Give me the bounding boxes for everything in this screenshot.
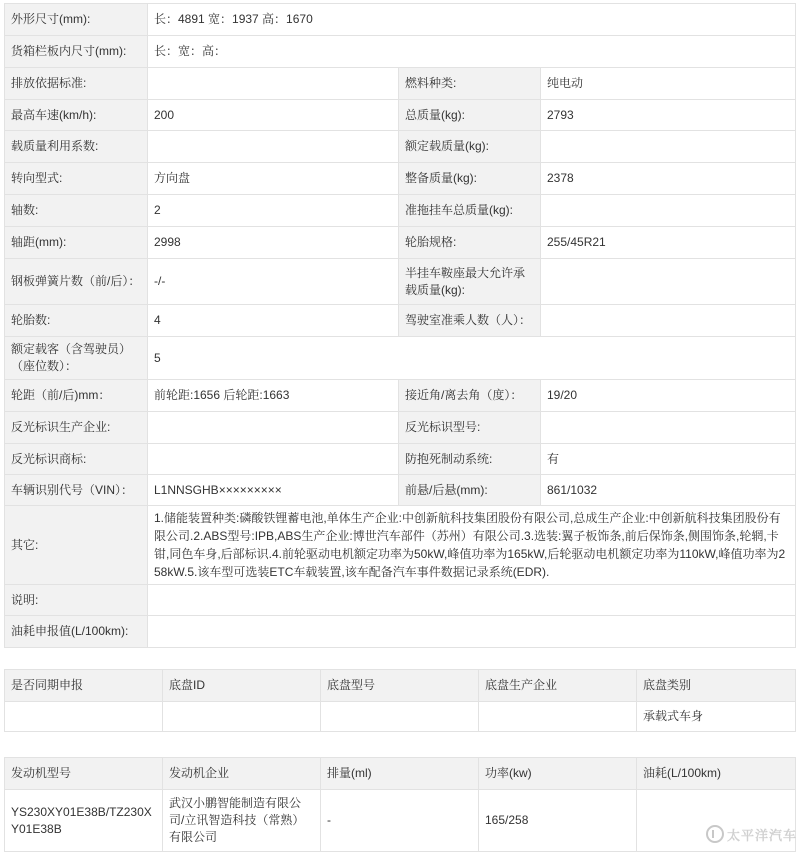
spec-label: 反光标识型号: [399,412,541,444]
spec-value [541,259,796,305]
spec-label: 转向型式: [5,163,148,195]
spec-label: 轮胎规格: [399,227,541,259]
spec-row-seats [5,337,796,380]
spec-value: 2998 [148,227,399,259]
spec-value: 2793 [541,100,796,131]
spec-value [541,131,796,163]
spec-value [148,616,796,648]
vin-value: L1NNSGHB××××××××× [148,475,399,506]
spec-label: 其它: [5,506,148,585]
table-cell: 承载式车身 [637,702,796,732]
spec-label: 轴距(mm): [5,227,148,259]
spec-value [148,585,796,616]
spec-row [5,380,796,412]
spec-value: 200 [148,100,399,131]
table-cell: 165/258 [479,790,637,852]
spec-label: 外形尺寸(mm): [5,4,148,36]
spec-row-description [5,585,796,616]
spec-label: 载质量利用系数: [5,131,148,163]
spec-value: 长：4891 宽：1937 高：1670 [148,4,796,36]
spec-label: 燃料种类: [399,68,541,100]
table-cell: 武汉小鹏智能制造有限公司/立讯智造科技（常熟）有限公司 [163,790,321,852]
vehicle-spec-table [4,3,796,648]
spec-value [541,412,796,444]
spec-label: 最高车速(km/h): [5,100,148,131]
spec-value: 2 [148,195,399,227]
spec-value [148,68,399,100]
spec-row-cargo-box [5,36,796,68]
engine-table [4,757,796,852]
spec-value: 长：宽：高： [148,36,796,68]
spec-row [5,259,796,305]
spec-value: 纯电动 [541,68,796,100]
spec-value [541,195,796,227]
spec-label: 额定载质量(kg): [399,131,541,163]
spec-row [5,412,796,444]
spec-label: 反光标识商标: [5,444,148,475]
spec-value: -/- [148,259,399,305]
spec-label: 准拖挂车总质量(kg): [399,195,541,227]
table-row [5,702,796,732]
spec-value: 方向盘 [148,163,399,195]
spec-row [5,444,796,475]
spec-row-fuel [5,616,796,648]
spec-value: 5 [148,337,796,380]
column-header: 底盘生产企业 [479,670,637,702]
spec-label: 轴数: [5,195,148,227]
spec-label: 轮胎数: [5,305,148,337]
spec-label: 轮距（前/后)mm： [5,380,148,412]
spec-value: 4 [148,305,399,337]
spec-label: 货箱栏板内尺寸(mm): [5,36,148,68]
column-header: 功率(kw) [479,758,637,790]
spec-value: 861/1032 [541,475,796,506]
spec-row [5,131,796,163]
spec-row [5,195,796,227]
spec-value [541,305,796,337]
spec-row-vin [5,475,796,506]
spec-row-other [5,506,796,585]
spec-row [5,100,796,131]
chassis-table [4,669,796,732]
column-header: 底盘型号 [321,670,479,702]
column-header: 油耗(L/100km) [637,758,796,790]
spec-value: 19/20 [541,380,796,412]
column-header: 发动机企业 [163,758,321,790]
spec-row [5,163,796,195]
column-header: 底盘ID [163,670,321,702]
watermark-text: 太平洋汽车 [727,827,798,843]
pcauto-logo-icon [706,825,724,843]
spec-label: 整备质量(kg): [399,163,541,195]
table-cell [163,702,321,732]
spec-row [5,68,796,100]
column-header: 是否同期申报 [5,670,163,702]
column-header: 排量(ml) [321,758,479,790]
spec-label: 说明: [5,585,148,616]
column-header: 底盘类别 [637,670,796,702]
spec-label: 反光标识生产企业: [5,412,148,444]
table-cell: YS230XY01E38B/TZ230XY01E38B [5,790,163,852]
spec-label: 防抱死制动系统: [399,444,541,475]
spec-value [148,131,399,163]
spec-value [148,412,399,444]
spec-value: 前轮距:1656 后轮距:1663 [148,380,399,412]
table-cell: - [321,790,479,852]
column-header: 发动机型号 [5,758,163,790]
spec-row [5,227,796,259]
table-cell [321,702,479,732]
spec-label: 排放依据标准: [5,68,148,100]
table-cell [479,702,637,732]
spec-value: 2378 [541,163,796,195]
spec-label: 车辆识别代号（VIN）： [5,475,148,506]
spec-label: 总质量(kg): [399,100,541,131]
spec-label: 半挂车鞍座最大允许承载质量(kg): [399,259,541,305]
other-notes: 1.储能装置种类:磷酸铁锂蓄电池,单体生产企业:中创新航科技集团股份有限公司,总成生产企业:中创新航科技集团股份有限公司.2.ABS型号:IPB,ABS生产企业:博世汽车部件（苏州）有限公司.3.选装:翼子板饰条,前后保饰条,侧围饰条,轮辋,卡钳,同色车身,后部标识.4.前轮驱动电机额定功率为50kW,峰值功率为165kW,后轮驱动电机额定功率为110kW,峰值功率为258kW.5.该车型可选装ETC车载装置,该车配备汽车事件数据记录系统(EDR). [148,506,796,585]
spec-value: 255/45R21 [541,227,796,259]
spec-label: 驾驶室准乘人数（人）： [399,305,541,337]
spec-label: 油耗申报值(L/100km): [5,616,148,648]
spec-value [148,444,399,475]
engine-header-row [5,758,796,790]
spec-row-dimensions [5,4,796,36]
table-cell [5,702,163,732]
watermark [706,817,800,851]
spec-label: 前悬/后悬(mm): [399,475,541,506]
chassis-header-row [5,670,796,702]
spec-label: 钢板弹簧片数（前/后）： [5,259,148,305]
spec-label: 额定载客（含驾驶员）（座位数）： [5,337,148,380]
spec-row [5,305,796,337]
spec-label: 接近角/离去角（度）： [399,380,541,412]
table-row [5,790,796,852]
spec-value: 有 [541,444,796,475]
